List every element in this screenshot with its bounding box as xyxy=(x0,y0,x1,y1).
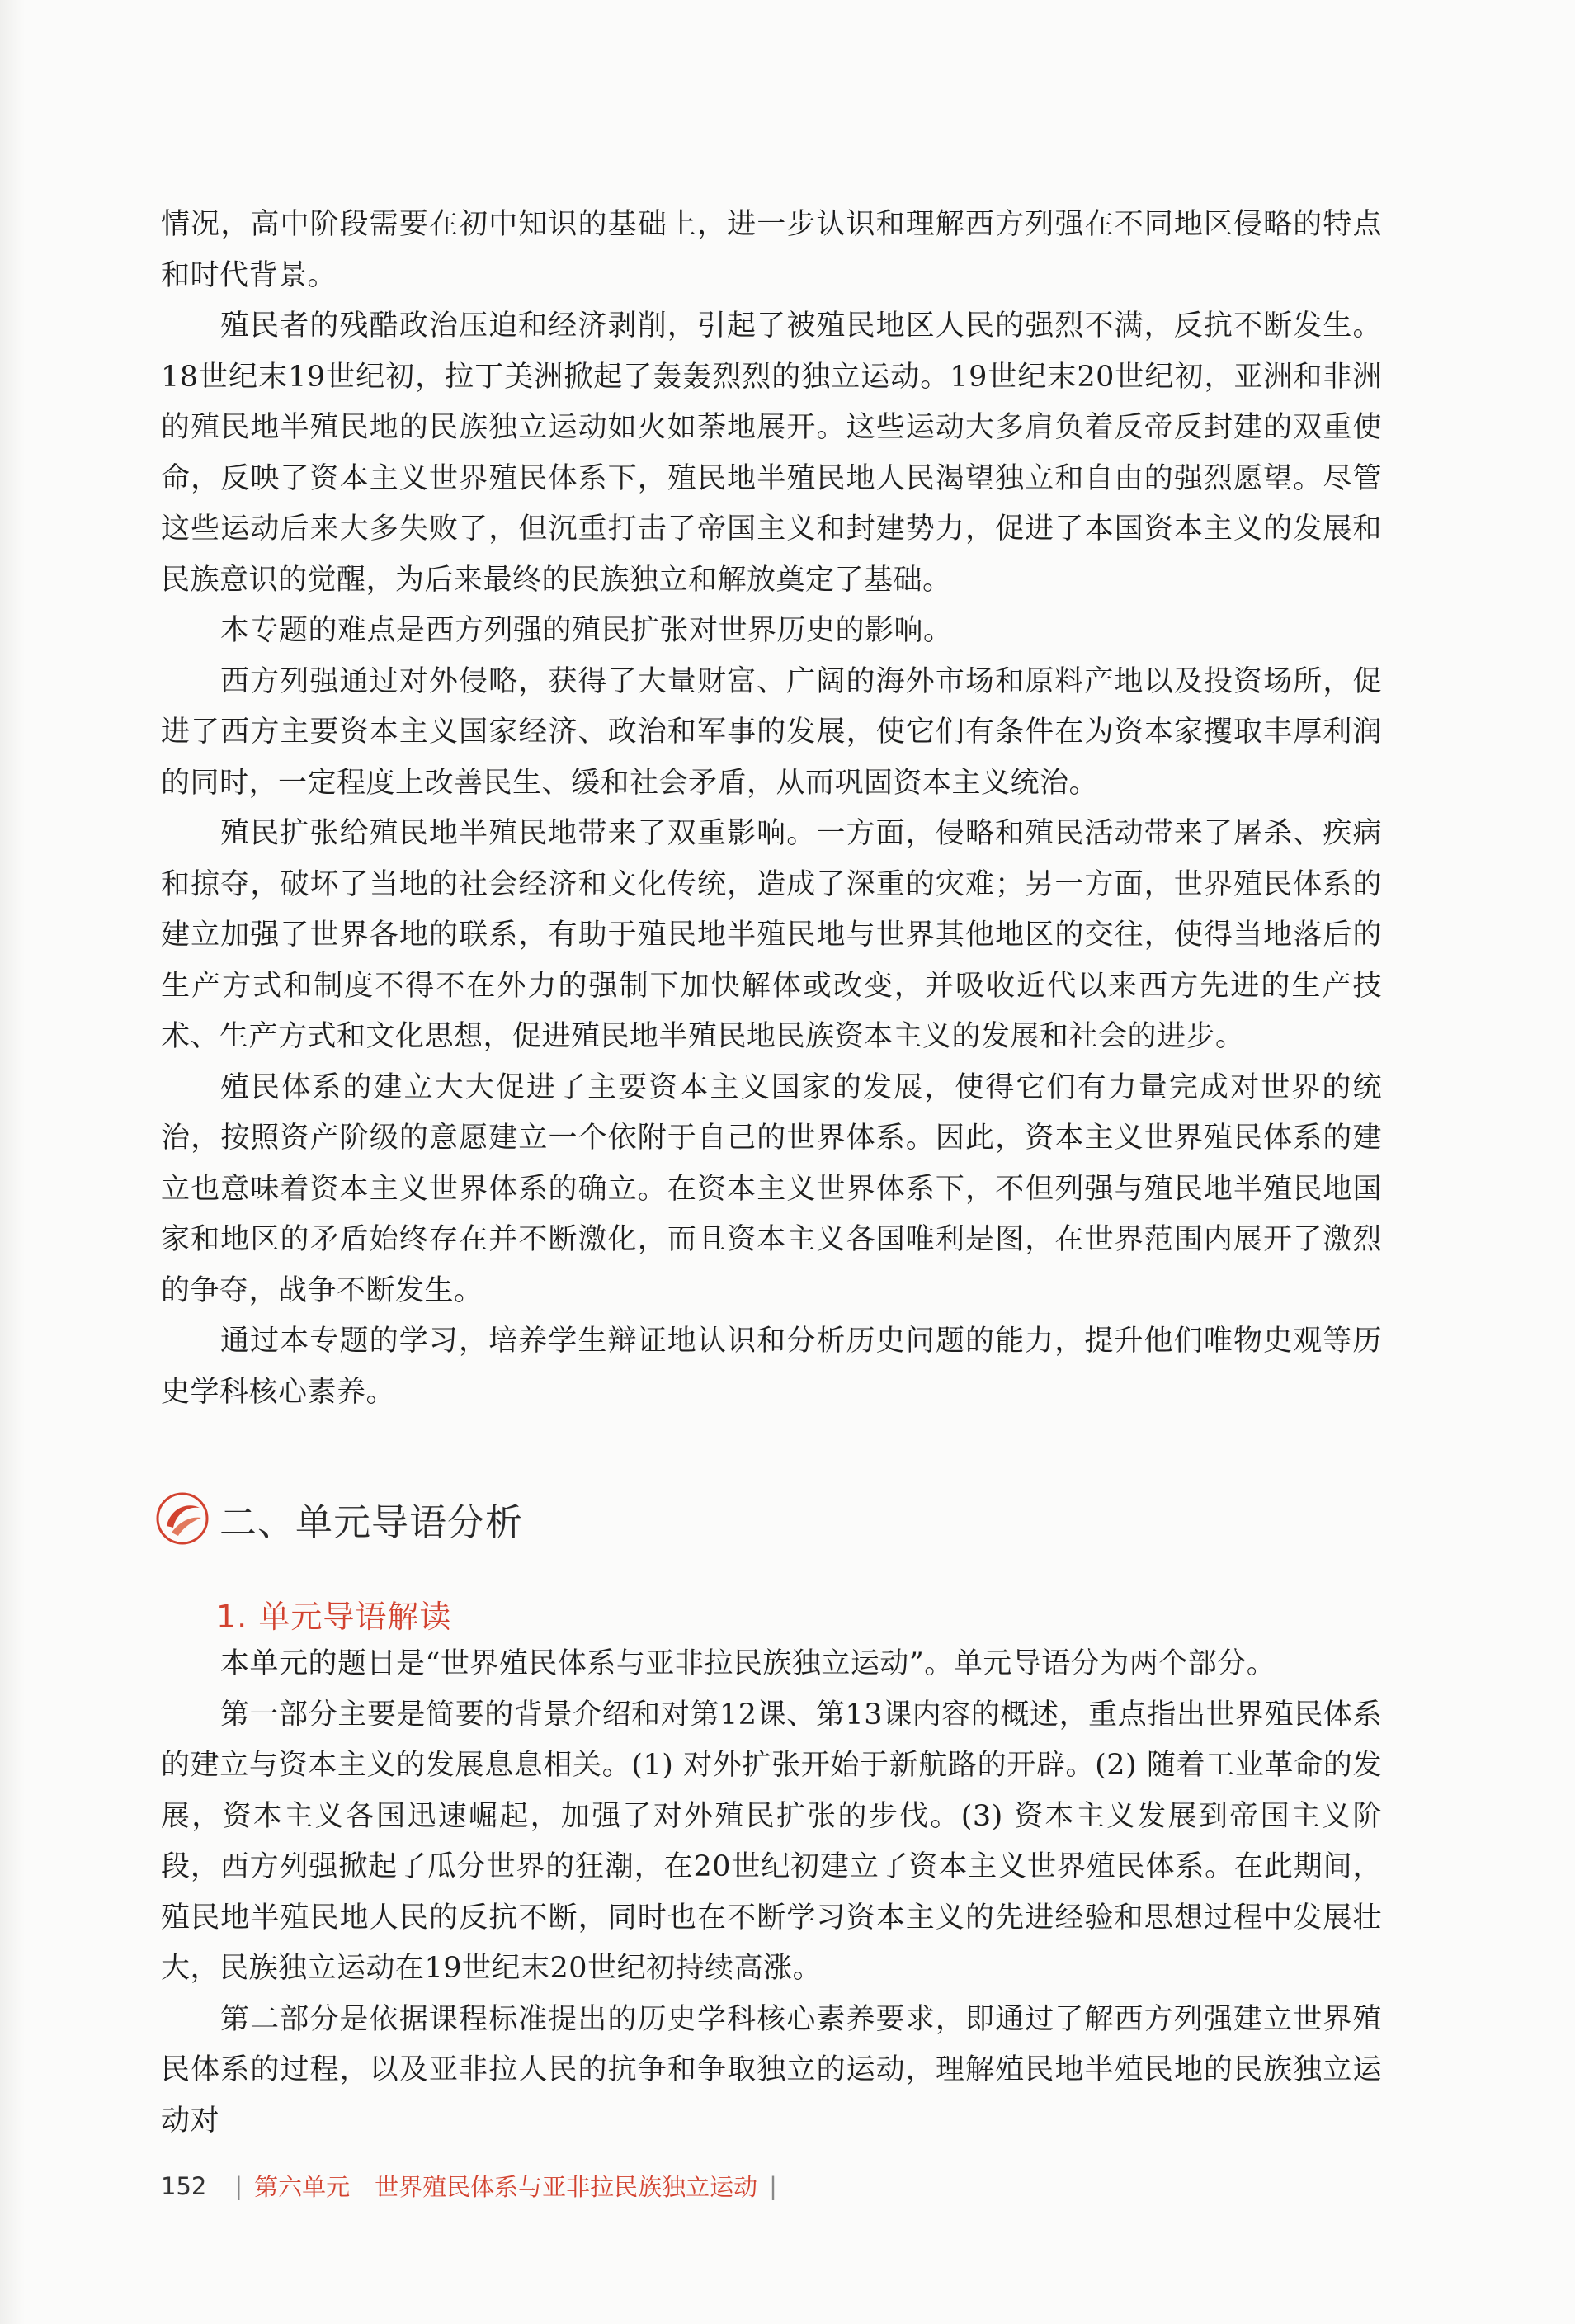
paragraph-4: 西方列强通过对外侵略，获得了大量财富、广阔的海外市场和原料产地以及投资场所，促进了西方主要资本主义国家经济、政治和军事的发展，使它们有条件在为资本家攫取丰厚利润的同时，一定程度上改善民生、缓和社会矛盾，从而巩固资本主义统治。 xyxy=(161,664,1382,800)
paragraph-2: 殖民者的残酷政治压迫和经济剥削，引起了被殖民地区人民的强烈不满，反抗不断发生。18世纪末19世纪初，拉丁美洲掀起了轰轰烈烈的独立运动。19世纪末20世纪初，亚洲和非洲的殖民地半殖民地的民族独立运动如火如荼地展开。这些运动大多肩负着反帝反封建的双重使命，反映了资本主义世界殖民体系下，殖民地半殖民地人民渴望独立和自由的强烈愿望。尽管这些运动后来大多失败了，但沉重打击了帝国主义和封建势力，促进了本国资本主义的发展和民族意识的觉醒，为后来最终的民族独立和解放奠定了基础。 xyxy=(161,309,1382,597)
subsection-title: 1. 单元导语解读 xyxy=(216,1599,452,1635)
page-footer xyxy=(161,2169,789,2203)
page-number: 152 xyxy=(161,2171,207,2200)
footer-unit-title: 世界殖民体系与亚非拉民族独立运动 xyxy=(375,2173,758,2201)
body-text-block xyxy=(161,200,1382,1418)
paragraph-3: 本专题的难点是西方列强的殖民扩张对世界历史的影响。 xyxy=(220,614,953,647)
footer-separator-left: | xyxy=(234,2171,243,2200)
section-title: 二、单元导语分析 xyxy=(219,1500,524,1544)
paragraph-5: 殖民扩张给殖民地半殖民地带来了双重影响。一方面，侵略和殖民活动带来了屠杀、疾病和掠夺，破坏了当地的社会经济和文化传统，造成了深重的灾难；另一方面，世界殖民体系的建立加强了世界各地的联系，有助于殖民地半殖民地与世界其他地区的交往，使得当地落后的生产方式和制度不得不在外力的强制下加快解体或改变，并吸收近代以来西方先进的生产技术、生产方式和文化思想，促进殖民地半殖民地民族资本主义的发展和社会的进步。 xyxy=(161,817,1382,1053)
section-heading xyxy=(155,1487,523,1550)
paragraph-1: 情况，高中阶段需要在初中知识的基础上，进一步认识和理解西方列强在不同地区侵略的特点和时代背景。 xyxy=(161,208,1382,292)
footer-unit-label: 第六单元 xyxy=(254,2173,351,2201)
footer-separator-right: | xyxy=(769,2171,777,2200)
paragraph-7: 通过本专题的学习，培养学生辩证地认识和分析历史问题的能力，提升他们唯物史观等历史学科核心素养。 xyxy=(161,1325,1382,1409)
sub-paragraph-3: 第二部分是依据课程标准提出的历史学科核心素养要求，即通过了解西方列强建立世界殖民体系的过程，以及亚非拉人民的抗争和争取独立的运动，理解殖民地半殖民地的民族独立运动对 xyxy=(161,2002,1382,2137)
subsection-text-block xyxy=(161,1639,1382,2147)
sub-paragraph-2: 第一部分主要是简要的背景介绍和对第12课、第13课内容的概述，重点指出世界殖民体系的建立与资本主义的发展息息相关。(1) 对外扩张开始于新航路的开辟。(2) 随着工业革命的发展，资本主义各国迅速崛起，加强了对外殖民扩张的步伐。(3) 资本主义发展到帝国主义阶段，西方列强掀起了瓜分世界的狂潮，在20世纪初建立了资本主义世界殖民体系。在此期间，殖民地半殖民地人民的反抗不断，同时也在不断学习资本主义的先进经验和思想过程中发展壮大，民族独立运动在19世纪末20世纪初持续高涨。 xyxy=(161,1698,1382,1985)
page-edge-shadow xyxy=(0,0,25,2324)
red-swirl-icon xyxy=(155,1491,210,1546)
paragraph-6: 殖民体系的建立大大促进了主要资本主义国家的发展，使得它们有力量完成对世界的统治，按照资产阶级的意愿建立一个依附于自己的世界体系。因此，资本主义世界殖民体系的建立也意味着资本主义世界体系的确立。在资本主义世界体系下，不但列强与殖民地半殖民地国家和地区的矛盾始终存在并不断激化，而且资本主义各国唯利是图，在世界范围内展开了激烈的争夺，战争不断发生。 xyxy=(161,1070,1382,1307)
sub-paragraph-1: 本单元的题目是“世界殖民体系与亚非拉民族独立运动”。单元导语分为两个部分。 xyxy=(220,1647,1276,1680)
